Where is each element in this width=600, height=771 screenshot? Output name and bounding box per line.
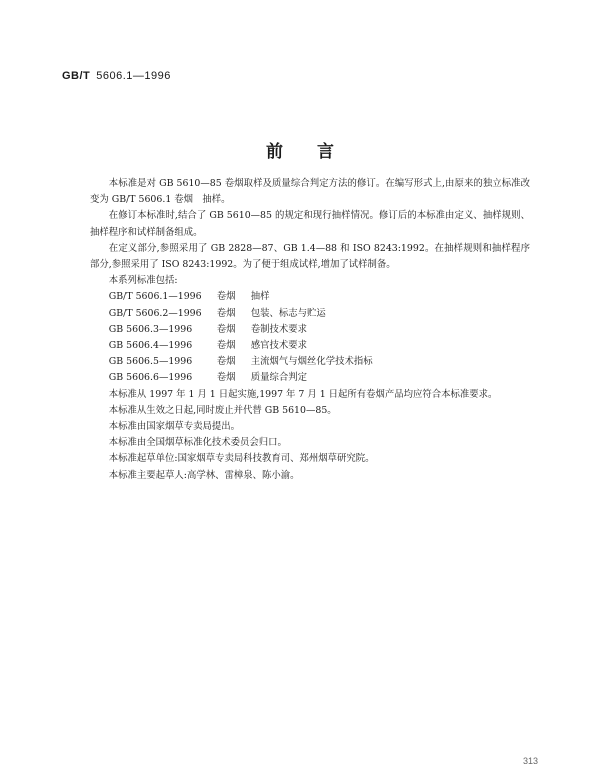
page-title: 前言: [266, 142, 368, 162]
paragraph: 在修订本标准时,结合了 GB 5610—85 的规定和现行抽样情况。修订后的本标准由定义、抽样规则、抽样程序和试样制备组成。: [90, 210, 530, 238]
list-item: [90, 370, 530, 386]
standard-code: GB 5606.5—1996: [108, 356, 193, 368]
standard-name: 包装、标志与贮运: [250, 307, 326, 319]
page-number: 313: [522, 756, 538, 766]
standard-code: GB/T 5606.1—1996: [108, 291, 202, 303]
standard-code: GB 5606.6—1996: [108, 372, 193, 384]
standard-code: GB 5606.4—1996: [108, 340, 193, 352]
standard-category: 卷烟: [216, 307, 236, 319]
paragraph: 本标准是对 GB 5610—85 卷烟取样及质量综合判定方法的修订。在编写形式上,由原来的独立标准改变为 GB/T 5606.1 卷烟 抽样。: [90, 178, 530, 206]
document-code-number: 5606.1—1996: [96, 70, 171, 82]
paragraph: 本标准主要起草人:高学林、雷樟泉、陈小渝。: [108, 469, 300, 481]
standard-category: 卷烟: [216, 356, 236, 368]
standard-name: 主流烟气与烟丝化学技术指标: [250, 356, 373, 368]
standard-name: 卷制技术要求: [250, 323, 308, 335]
standard-code: GB/T 5606.2—1996: [108, 307, 202, 319]
list-item: [90, 338, 530, 354]
standard-name: 抽样: [250, 291, 270, 303]
paragraph: 本标准由国家烟草专卖局提出。: [108, 421, 241, 433]
list-item: [90, 306, 530, 322]
document-code: [62, 70, 171, 82]
document-code-prefix: GB/T: [62, 70, 91, 82]
paragraph: 在定义部分,参照采用了 GB 2828—87、GB 1.4—88 和 ISO 8243:1992。在抽样规则和抽样程序部分,参照采用了 ISO 8243:1992。为了便于组成试样,增加了试样制备。: [90, 242, 530, 271]
document-body: [90, 176, 530, 484]
standard-code: GB 5606.3—1996: [108, 323, 193, 335]
paragraph: 本标准起草单位:国家烟草专卖局科技教育司、郑州烟草研究院。: [108, 453, 375, 465]
standards-series-list: [90, 289, 530, 386]
standard-category: 卷烟: [216, 323, 236, 335]
paragraph: 本标准从生效之日起,同时废止并代替 GB 5610—85。: [108, 404, 337, 416]
paragraph: 本标准由全国烟草标准化技术委员会归口。: [108, 437, 287, 449]
list-item: [90, 322, 530, 338]
standard-category: 卷烟: [216, 372, 236, 384]
list-item: [90, 289, 530, 305]
paragraph: 本系列标准包括:: [108, 275, 178, 287]
list-item: [90, 354, 530, 370]
standard-category: 卷烟: [216, 291, 236, 303]
standard-category: 卷烟: [216, 340, 236, 352]
standard-name: 感官技术要求: [250, 340, 308, 352]
paragraph: 本标准从 1997 年 1 月 1 日起实施,1997 年 7 月 1 日起所有卷烟产品均应符合本标准要求。: [108, 388, 498, 400]
standard-name: 质量综合判定: [250, 372, 308, 384]
